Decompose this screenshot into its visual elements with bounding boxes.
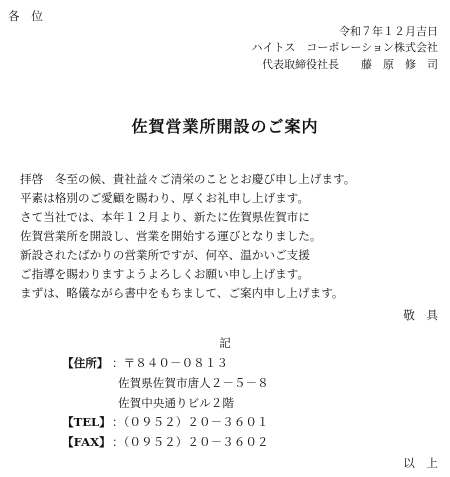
body-line: ご指導を賜わりますようよろしくお願い申し上げます。 xyxy=(20,267,309,281)
tel-value: ：（０９５２）２０－３６０１ xyxy=(112,415,269,429)
body-line: さて当社では、本年１２月より、新たに佐賀県佐賀市に xyxy=(20,210,310,224)
sender-representative: 代表取締役社長 藤 原 修 司 xyxy=(262,58,438,71)
address-line-1: 佐賀県佐賀市唐人２－５－８ xyxy=(118,376,269,390)
body-line: 拝啓 冬至の候、貴社益々ご清栄のこととお慶び申し上げます。 xyxy=(20,172,356,186)
letter-title: 佐賀営業所開設のご案内 xyxy=(131,117,319,136)
body-line: 平素は格別のご愛顧を賜わり、厚くお礼申し上げます。 xyxy=(20,191,309,205)
letter-date: 令和７年１２月吉日 xyxy=(339,25,438,38)
postal-code: ：〒８４０－０８１３ xyxy=(112,356,228,370)
ki-heading: 記 xyxy=(219,336,231,350)
fax-label: 【FAX】 xyxy=(62,435,111,449)
address-label: 【住所】 xyxy=(62,356,109,370)
body-line: まずは、略儀ながら書中をもちまして、ご案内申し上げます。 xyxy=(20,286,344,300)
closing-keigu: 敬 具 xyxy=(403,308,438,322)
address-line-2: 佐賀中央通りビル２階 xyxy=(118,396,234,410)
tel-label: 【TEL】 xyxy=(62,415,111,429)
end-mark: 以 上 xyxy=(403,456,438,470)
fax-value: ：（０９５２）２０－３６０２ xyxy=(112,435,269,449)
addressee: 各 位 xyxy=(8,9,43,23)
body-line: 佐賀営業所を開設し、営業を開始する運びとなりました。 xyxy=(20,229,322,243)
sender-company: ハイトス コーポレーション株式会社 xyxy=(251,41,438,54)
body-line: 新設されたばかりの営業所ですが、何卒、温かいご支援 xyxy=(20,248,310,262)
